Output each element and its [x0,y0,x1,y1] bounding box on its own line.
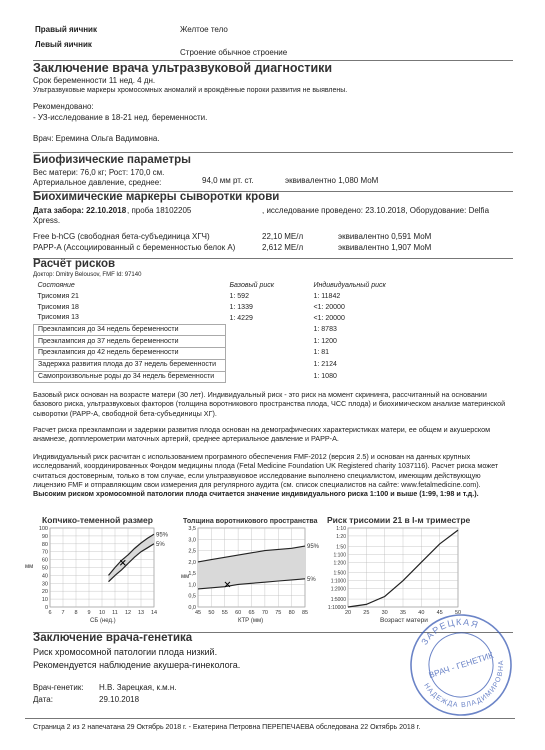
recommended-label: Рекомендовано: [33,102,94,111]
crl-ylabel: мм [25,564,34,570]
crl-x-tick-label: 12 [124,610,132,616]
crl-x-tick-label: 6 [48,610,52,616]
biophysical-title: Биофизические параметры [33,154,192,166]
t21-y-tick-label: 1:500 [333,570,346,577]
table-header-row [34,281,398,292]
note-base-risk: Базовый риск основан на возрасте матери (30 лет). Индивидуальный риск - это риск на момент скрининга, рассчитанный на основании базового риска, ультразвуковых факторов (толщина воротникового пространства плода, ЧСС плода) и биохимическом анализе материнской сыворотки (PAPP-A, свободной бета-субъединицы ХГ). [33,390,506,418]
col-condition: Состояние [37,282,75,290]
crl-y-tick-label: 70 [41,549,48,556]
base-risk: 1: 1339 [229,303,253,311]
table-row [34,359,398,371]
crl-xlabel: СБ (нед.) [90,618,116,624]
nt-ylabel: мм [181,574,190,580]
nt-y-tick-label: 0,5 [188,593,196,600]
nt-y-tick-label: 2,5 [188,548,196,555]
geneticist-title: Заключение врача-генетика [33,632,193,644]
papp-value: 2,612 МЕ/л [262,243,304,252]
crl-chart [22,513,182,625]
crl-x-tick-label: 9 [87,610,91,616]
nt-y-tick-label: 0,0 [188,605,196,611]
condition-name: Трисомия 21 [37,293,79,301]
t21-y-tick-label: 1:200 [333,560,346,567]
crl-y-tick-label: 40 [41,573,48,580]
us-doctor: Врач: Еремина Ольга Вадимовна. [33,134,160,143]
t21-title: Риск трисомии 21 в I-м триместре [327,515,471,525]
table-row [34,348,398,360]
stamp-top: ЗАРЕЦКАЯ [419,616,481,647]
t21-x-tick-label: 30 [381,610,388,616]
risks-title: Расчёт рисков [33,258,116,270]
sample-date: Дата забора: 22.10.2018 [33,206,127,215]
t21-y-tick-label: 1:2000 [330,586,346,593]
t21-y-tick-label: 1:10000 [327,605,346,611]
table-row [34,292,398,303]
t21-x-tick-label: 20 [344,610,352,616]
stamp-bottom: НАДЕЖДА ВЛАДИМИРОВНА [422,659,506,710]
t21-grid [348,528,458,607]
weight-height: Вес матери: 76,0 кг; Рост: 170,0 см. [33,168,165,177]
t21-x-tick-label: 35 [399,610,407,616]
nt-x-tick-label: 60 [235,610,242,616]
right-ovary-label: Правый яичник [35,25,97,34]
condition-name: Трисомия 13 [37,314,79,322]
crl-x-tick-label: 10 [98,610,106,616]
t21-y-tick-label: 1:50 [336,544,346,551]
stroma-text: Строение обычное строение [180,48,288,57]
t21-y-tick-label: 1:10 [336,526,346,532]
nt-y-tick-label: 3,0 [188,537,196,544]
table-row [34,371,398,383]
note-high-risk: Высоким риском хромосомной патологии плода считается значение индивидуального риска 1:100 и выше (1:99, 1:98 и т.д.). [33,489,479,498]
crl-y-tick-label: 80 [41,541,48,548]
hcg-value: 22,10 МЕ/л [262,232,304,241]
research-info: , исследование проведено: 23.10.2018, Оборудование: Delfia [262,206,490,215]
gestation-text: Срок беременности 11 нед. 4 дн. [33,76,156,85]
markers-text: Ультразвуковые маркеры хромосомных аномалий и врождённые пороки развития не выявлены. [33,87,348,94]
individual-risk: <1: 20000 [313,314,345,322]
nt-x-tick-label: 65 [248,610,255,616]
condition-name: Трисомия 18 [37,303,79,311]
t21-y-tick-label: 1:20 [336,533,346,540]
individual-risk: 1: 8783 [313,326,337,334]
stamp-middle: ВРАЧ - ГЕНЕТИК [427,649,495,681]
pressure-equiv: эквивалентно 1,080 МоМ [285,176,379,185]
biochem-title: Биохимические маркеры сыворотки крови [33,191,280,203]
crl-x-tick-label: 13 [137,610,145,616]
left-ovary-label: Левый яичник [35,40,92,49]
condition-name: Преэклампсия до 42 недель беременности [34,348,226,360]
crl-y-tick-label: 100 [38,526,48,532]
crl-y-tick-label: 50 [41,565,48,572]
crl-grid [50,528,154,607]
nt-x-tick-label: 75 [275,610,282,616]
crl-y-tick-label: 60 [41,557,48,564]
nt-chart [180,513,330,625]
t21-x-tick-label: 25 [363,610,370,616]
t21-y-tick-label: 1:5000 [330,597,346,604]
t21-xlabel: Возраст матери [380,617,428,624]
nt-x-tick-label: 85 [301,610,309,616]
nt-x-tick-label: 55 [221,610,228,616]
nt-x-tick-label: 45 [194,610,202,616]
base-risk: 1: 592 [229,293,249,301]
condition-name: Задержка развития плода до 37 недель беременности [34,359,226,371]
note-preeclampsia: Расчет риска преэклампсии и задержки развития плода основан на демографических характеристиках матери, ее общем и акушерском анамнезе, допплерометрии маточных артерий, среднее артериальное давление и PAPP-A. [33,425,491,444]
individual-risk: 1: 81 [313,349,330,357]
hcg-label: Free b-hCG (свободная бета-субъединица ХГЧ) [33,232,210,241]
nt-label-5: 5% [307,576,316,583]
recommendation-text: - УЗ-исследование в 18-21 нед. беременности. [33,113,208,122]
t21-y-tick-label: 1:1000 [330,578,346,585]
nt-title: Толщина воротникового пространства [183,518,318,525]
risk-table [33,281,398,383]
sample-id: , проба 18102205 [127,206,192,215]
individual-risk: 1: 11842 [313,293,341,301]
condition-name: Самопроизвольные роды до 34 недель беременности [34,371,226,383]
condition-name: Преэклампсия до 37 недель беременности [34,336,226,348]
t21-x-tick-label: 45 [436,610,443,616]
nt-y-tick-label: 1,5 [188,571,196,578]
hcg-equiv: эквивалентно 0,591 МоМ [338,232,432,241]
condition-name: Преэклампсия до 34 недель беременности [34,324,226,336]
individual-risk: 1: 2124 [313,361,337,369]
nt-y-tick-label: 2,0 [188,559,196,566]
individual-risk: 1: 1080 [313,372,337,380]
crl-y-tick-label: 20 [41,589,48,596]
individual-risk: <1: 20000 [313,303,345,311]
us-conclusion-title: Заключение врача ультразвуковой диагностики [33,61,333,75]
nt-x-ticks [195,610,308,616]
crl-x-tick-label: 8 [74,610,78,616]
nt-y-tick-label: 1,0 [188,582,196,589]
crl-x-tick-label: 7 [61,610,65,616]
table-row [34,324,398,336]
table-row [34,336,398,348]
nt-x-tick-label: 70 [261,610,268,616]
divider [33,152,513,153]
nt-y-tick-label: 3,5 [188,526,196,532]
crl-x-tick-label: 14 [150,610,158,616]
crl-y-tick-label: 0 [44,605,48,611]
nt-x-tick-label: 50 [208,610,215,616]
geneticist-doctor-name: Н.В. Зарецкая, к.м.н. [99,683,177,692]
col-individual: Индивидуальный риск [313,282,386,290]
base-risk: 1: 4229 [229,314,253,322]
t21-x-tick-label: 40 [418,610,425,616]
divider [25,718,515,719]
t21-chart [315,513,480,625]
nt-xlabel: КТР (мм) [238,618,264,624]
equipment-cont: Xpress. [33,216,61,225]
geneticist-line2: Рекомендуется наблюдение акушера-гинеколога. [33,660,241,670]
crl-y-tick-label: 90 [41,533,48,540]
doctor-stamp [407,611,515,719]
crl-y-tick-label: 10 [41,597,48,604]
table-row [34,313,398,324]
crl-label-5: 5% [156,541,165,548]
col-base: Базовый риск [229,282,275,290]
geneticist-line1: Риск хромосомной патологии плода низкий. [33,647,218,657]
t21-x-tick-label: 50 [454,610,462,616]
page-footer: Страница 2 из 2 напечатана 29 Октябрь 2018 г. - Екатерина Петровна ПЕРЕПЕЧАЕВА обследована 22 Октябрь 2018 г. [33,724,421,731]
crl-y-tick-label: 30 [41,581,48,588]
nt-x-tick-label: 80 [288,610,295,616]
t21-y-ticks [328,526,346,611]
nt-y-ticks [188,526,196,611]
crl-label-95: 95% [156,532,169,539]
crl-y-ticks [39,526,48,611]
right-ovary-value: Желтое тело [180,25,228,34]
risks-doctor: Доктор: Dmitry Belousov, FMF Id: 97140 [33,272,142,278]
pressure-label: Артериальное давление, среднее: [33,178,162,187]
t21-y-tick-label: 1:100 [333,552,346,559]
papp-equiv: эквивалентно 1,907 МоМ [338,243,432,252]
note-software: Индивидуальный риск расчитан с использованием програмного обеспечения FMF-2012 (версия 2.5) и основан на данных крупных исследований, координированных Фондом медицины плода (Fetal Medicine Foundation UK Registered charity 1037116). Расчет риска может считаться достоверным, только в том случае, если ультразвуковое исследование выполнено специалистом, имеющим действующую лицензию FMF и отправляющим свои измерения для регулярного аудита (см. список специалистов на сайте: www.fetalmedicine.com). [33,452,499,489]
crl-title: Копчико-теменной размер [42,515,153,525]
individual-risk: 1: 1200 [313,337,337,345]
papp-label: PAPP-A (Ассоциированный с беременностью белок А) [33,243,236,252]
geneticist-doctor-label: Врач-генетик: [33,683,84,692]
nt-label-95: 95% [307,544,320,551]
crl-x-ticks [48,610,157,616]
geneticist-date: 29.10.2018 [99,695,140,704]
crl-x-tick-label: 11 [112,610,118,616]
table-row [34,302,398,313]
geneticist-date-label: Дата: [33,695,53,704]
pressure-value: 94,0 мм рт. ст. [202,176,254,185]
